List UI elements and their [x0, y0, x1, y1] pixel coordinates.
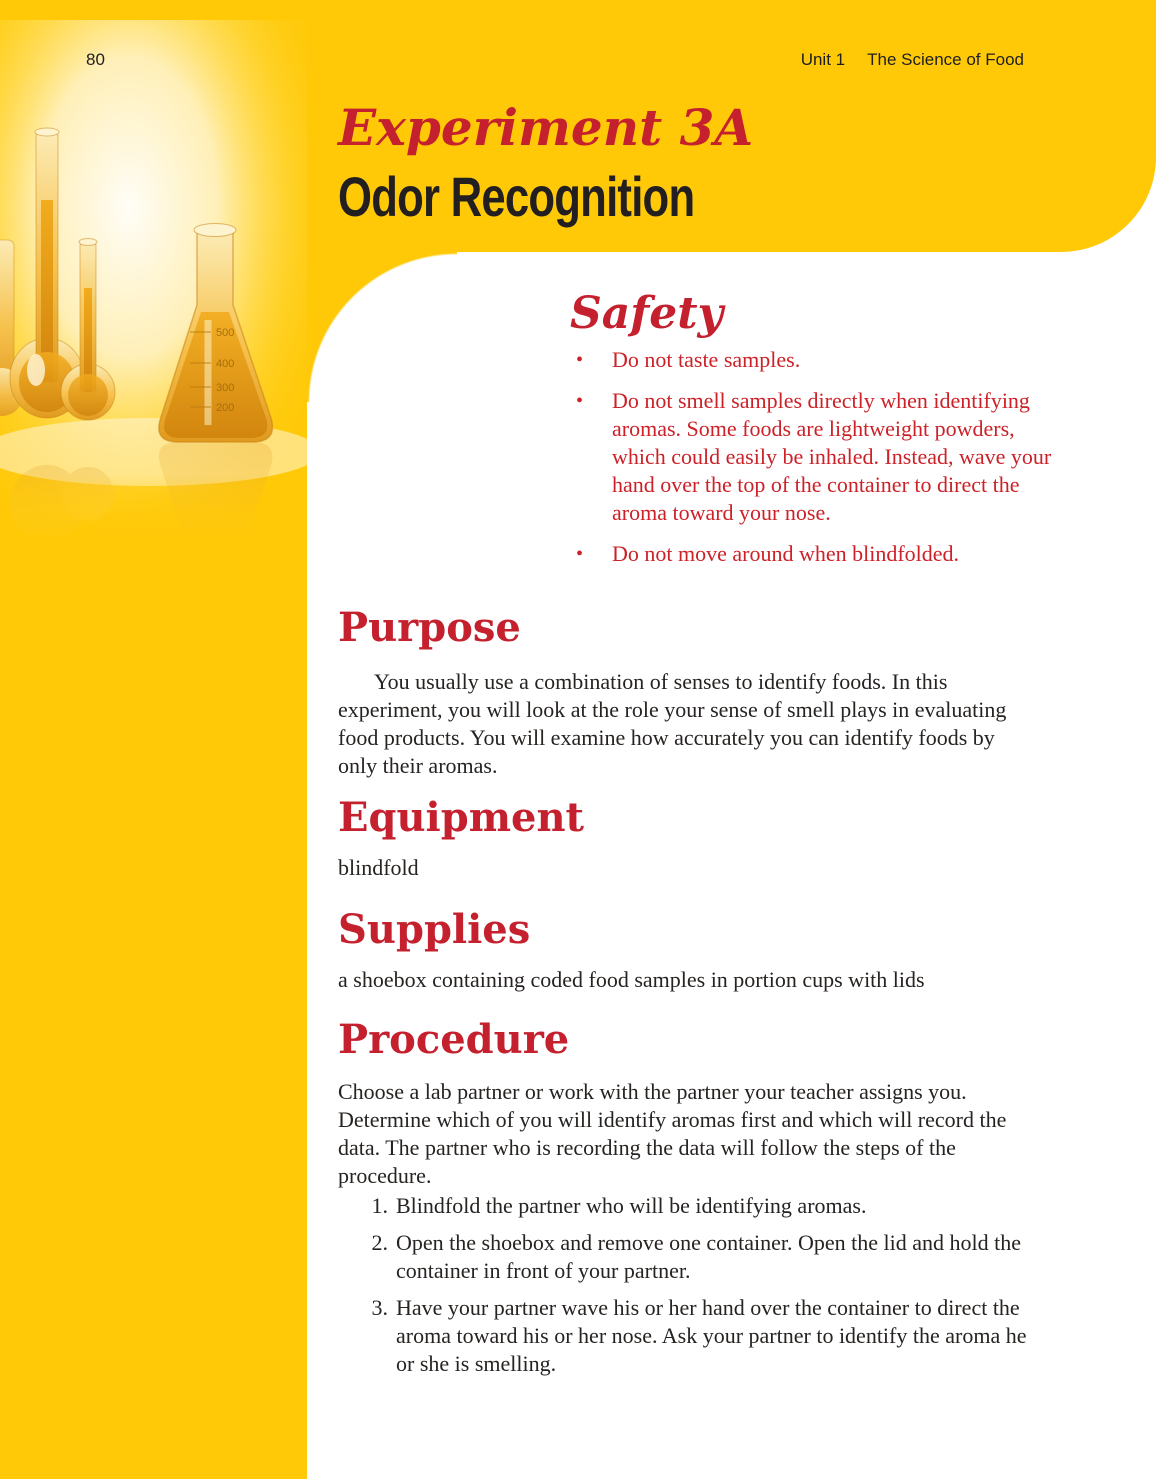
safety-bullet-text: Do not smell samples directly when identifying aromas. Some foods are lightweight powders, which could easily be inhaled. Instead, wave your hand over the top of the container to direct the aroma toward your nose. — [612, 388, 1052, 525]
step-text: Blindfold the partner who will be identifying aromas. — [396, 1193, 867, 1218]
supplies-heading: Supplies — [338, 906, 531, 953]
step-text: Have your partner wave his or her hand over the container to direct the aroma toward his or her nose. Ask your partner to identify the aroma he or she is smelling. — [396, 1295, 1027, 1376]
unit-title: The Science of Food — [867, 50, 1024, 69]
equipment-heading: Equipment — [338, 794, 585, 841]
bullet-icon: • — [576, 390, 584, 412]
rounded-corner-yellow-notch — [307, 252, 457, 402]
procedure-step — [338, 1192, 1046, 1220]
page-title: Odor Recognition — [338, 165, 695, 228]
safety-bullet — [576, 387, 1056, 527]
graduation-200: 200 — [216, 402, 235, 414]
graduation-400: 400 — [216, 358, 235, 370]
running-head — [801, 50, 1024, 70]
experiment-title: Experiment 3A — [338, 98, 754, 157]
safety-bullet — [576, 540, 1056, 568]
safety-bullet — [576, 346, 1056, 374]
step-number: 3. — [371, 1295, 388, 1320]
graduation-500: 500 — [216, 327, 235, 339]
unit-label: Unit 1 — [800, 50, 846, 69]
step-number: 1. — [371, 1193, 388, 1218]
procedure-intro: Choose a lab partner or work with the partner your teacher assigns you. Determine which of you will identify aromas first and which will record the data. The partner who is recording the data will follow the steps of the procedure. — [338, 1079, 1007, 1188]
procedure-heading: Procedure — [338, 1016, 570, 1063]
bullet-icon: • — [576, 349, 584, 371]
page-number: 80 — [86, 50, 105, 69]
supplies-text: a shoebox containing coded food samples in portion cups with lids — [338, 967, 925, 992]
safety-heading: Safety — [570, 288, 724, 339]
safety-bullet-text: Do not move around when blindfolded. — [612, 541, 960, 566]
purpose-heading: Purpose — [338, 604, 521, 651]
graduation-300: 300 — [216, 382, 235, 394]
bullet-icon: • — [576, 543, 584, 565]
procedure-step — [338, 1294, 1046, 1378]
photo-bottom-fade — [0, 475, 307, 540]
safety-bullet-list — [576, 346, 1056, 581]
procedure-step — [338, 1229, 1046, 1285]
safety-bullet-text: Do not taste samples. — [612, 347, 801, 372]
step-number: 2. — [371, 1230, 388, 1255]
purpose-paragraph: You usually use a combination of senses to identify foods. In this experiment, you will look at the role your sense of smell plays in evaluating food products. You will examine how accurately you can identify foods by only their aromas. — [338, 669, 1007, 778]
equipment-text: blindfold — [338, 855, 419, 880]
glassware-photo — [0, 20, 307, 540]
step-text: Open the shoebox and remove one container. Open the lid and hold the container in front of your partner. — [396, 1230, 1021, 1283]
procedure-step-list — [338, 1192, 1046, 1387]
